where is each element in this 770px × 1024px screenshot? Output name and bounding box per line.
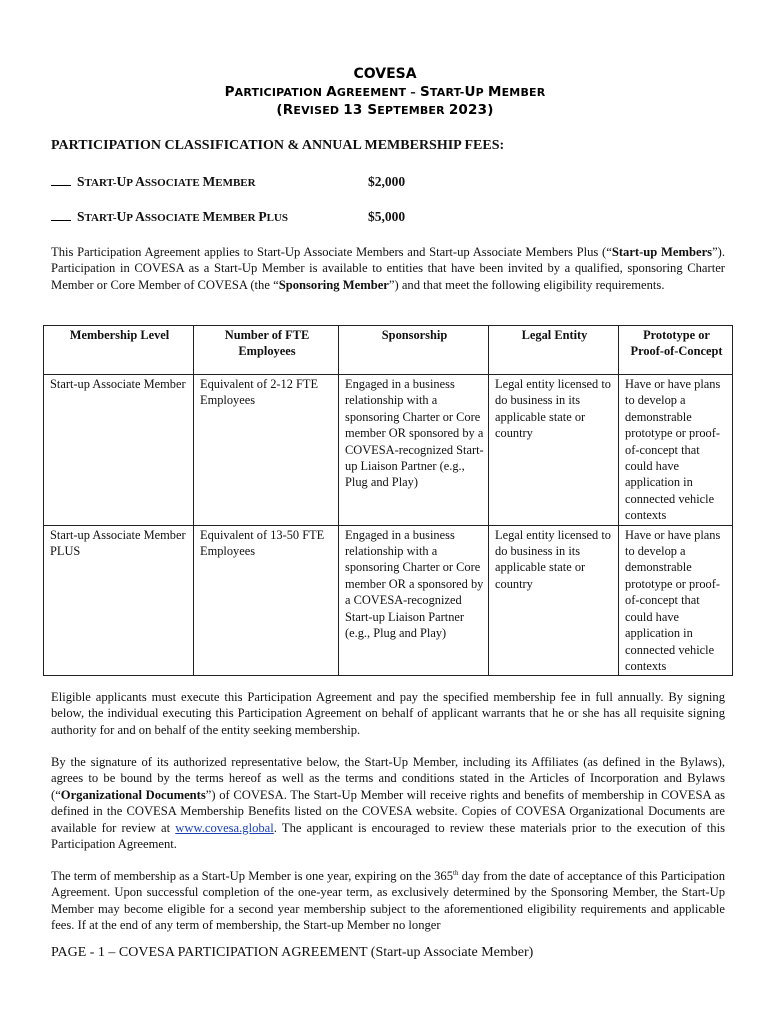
fee-amount: $2,000 xyxy=(368,174,406,189)
column-header: Membership Level xyxy=(44,326,194,375)
membership-term-paragraph: The term of membership as a Start-Up Member is one year, expiring on the 365th day from the date of acceptance of this Participation Agreement. Upon successful completion of the one-year term, as exclusively determined by the Sponsoring Member, the Start-Up Member may become eligible for a second year membership subject to the aforementioned eligibility requirements and applicable fees. If at the end of any term of membership, the Start-up Member no longer xyxy=(51,868,725,933)
fee-row-startup-member xyxy=(51,174,256,190)
eligibility-table xyxy=(43,325,733,676)
column-header: Prototype or Proof-of-Concept xyxy=(619,326,733,375)
table-header-row xyxy=(44,326,733,375)
table-cell: Start-up Associate Member xyxy=(44,375,194,526)
table-cell: Have or have plans to develop a demonstrable prototype or proof-of-concept that could have application in connected vehicle contexts xyxy=(619,375,733,526)
signature-paragraph: By the signature of its authorized representative below, the Start-Up Member, including its Affiliates (as defined in the Bylaws), agrees to be bound by the terms hereof as well as the terms and conditions stated in the Articles of Incorporation and Bylaws (“Organizational Documents”) of COVESA. The Start-Up Member will receive rights and benefits of membership in COVESA as defined in the COVESA Membership Benefits listed on the COVESA website. Copies of COVESA Organizational Documents are available for review at www.covesa.global. The applicant is encouraged to review these materials prior to the execution of this Participation Agreement. xyxy=(51,755,725,852)
table-cell: Engaged in a business relationship with a sponsoring Charter or Core member OR a sponsored by a COVESA-recognized Start-up Liaison Partner (e.g., Plug and Play) xyxy=(339,525,489,676)
table-cell: Engaged in a business relationship with a sponsoring Charter or Core member OR sponsored by a COVESA-recognized Start-up Liaison Partner (e.g., Plug and Play) xyxy=(339,375,489,526)
document-subtitle: PARTICIPATION AGREEMENT – START-UP MEMBER xyxy=(224,84,546,100)
table-cell: Equivalent of 2-12 FTE Employees xyxy=(194,375,339,526)
fee-name: START-UP ASSOCIATE MEMBER PLUS xyxy=(77,209,288,224)
table-row xyxy=(44,375,733,526)
fees-heading: PARTICIPATION CLASSIFICATION & ANNUAL MEMBERSHIP FEES: xyxy=(51,138,505,153)
eligible-applicants-paragraph: Eligible applicants must execute this Participation Agreement and pay the specified membership fee in full annually. By signing below, the individual executing this Participation Agreement on behalf of applicant warrants that he or she has all requisite signing authority for and on behalf of the entity seeking membership. xyxy=(51,690,725,737)
table-cell: Have or have plans to develop a demonstrable prototype or proof-of-concept that could have application in connected vehicle contexts xyxy=(619,525,733,676)
column-header: Number of FTE Employees xyxy=(194,326,339,375)
checkbox-blank-line[interactable] xyxy=(51,174,71,186)
fee-name: START-UP ASSOCIATE MEMBER xyxy=(77,174,256,189)
column-header: Legal Entity xyxy=(489,326,619,375)
table-cell: Equivalent of 13-50 FTE Employees xyxy=(194,525,339,676)
table-row xyxy=(44,525,733,676)
document-org-title: COVESA xyxy=(353,66,417,82)
table-cell: Legal entity licensed to do business in its applicable state or country xyxy=(489,525,619,676)
page-footer: PAGE - 1 – COVESA PARTICIPATION AGREEMENT (Start-up Associate Member) xyxy=(51,945,534,960)
checkbox-blank-line[interactable] xyxy=(51,209,71,221)
column-header: Sponsorship xyxy=(339,326,489,375)
covesa-website-link[interactable]: www.covesa.global xyxy=(175,820,274,835)
document-revised-date: (REVISED 13 SEPTEMBER 2023) xyxy=(276,102,494,118)
intro-paragraph: This Participation Agreement applies to Start-Up Associate Members and Start-up Associate Members Plus (“Start-up Members”). Participation in COVESA as a Start-Up Member is available to entities that have been invited by a qualified, sponsoring Charter Member or Core Member of COVESA (the “Sponsoring Member”) and that meet the following eligibility requirements. xyxy=(51,245,725,292)
table-cell: Legal entity licensed to do business in its applicable state or country xyxy=(489,375,619,526)
fee-row-startup-member-plus xyxy=(51,209,288,225)
table-cell: Start-up Associate Member PLUS xyxy=(44,525,194,676)
fee-amount: $5,000 xyxy=(368,209,406,224)
